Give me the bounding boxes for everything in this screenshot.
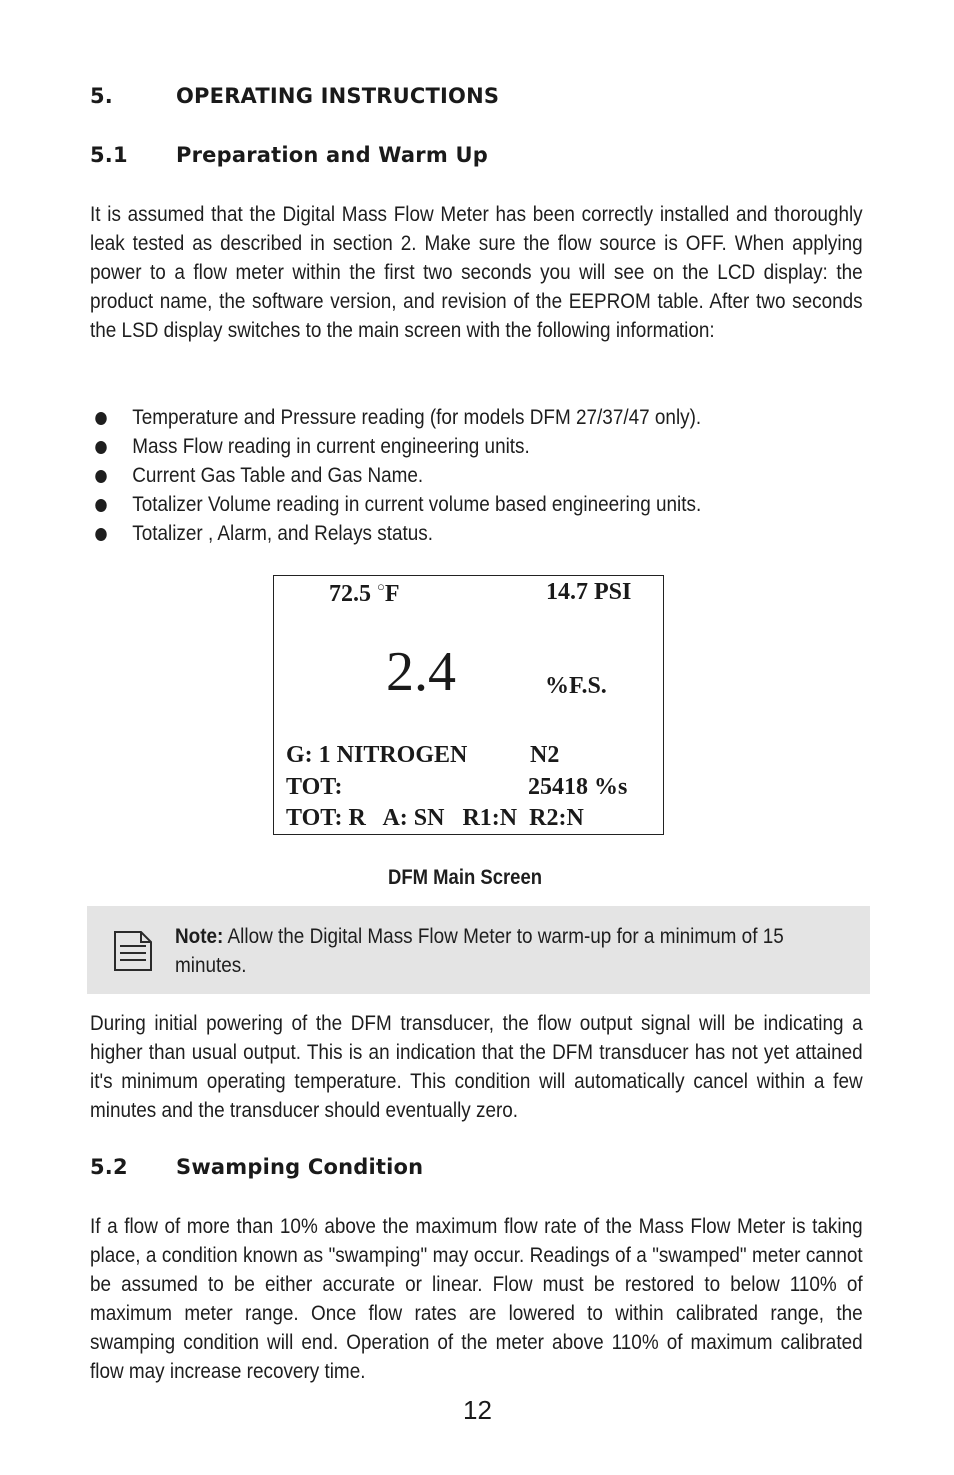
lcd-gas-line: G: 1 NITROGEN — [286, 742, 468, 768]
section-title: OPERATING INSTRUCTIONS — [176, 84, 500, 108]
swamping-paragraph: If a flow of more than 10% above the maximum flow rate of the Mass Flow Meter is taking place, a condition known as "swamping" may occur. Readings of a "swamped" meter cannot be assumed to be either accurate or linear. Flow must be restored to below 110% of maximum meter range. Once flow rates are lowered to within calibrated range, the swamping condition will end. Operation of the meter above 110% of maximum calibrated flow may increase recovery time. — [90, 1214, 863, 1383]
note-document-icon — [113, 930, 153, 972]
figure-caption: DFM Main Screen — [388, 866, 543, 889]
list-item: Current Gas Table and Gas Name. — [90, 461, 701, 490]
warmup-paragraph: During initial powering of the DFM transducer, the flow output signal will be indicating a higher than usual output. This is an indication that the DFM transducer has not yet attained it's minimum operating temperature. This condition will automatically cancel within a few minutes and the transducer should eventually zero. — [90, 1011, 863, 1122]
page-number: 12 — [463, 1395, 492, 1425]
section-heading-5-2 — [90, 1155, 423, 1179]
lcd-status-line: TOT: R A: SN R1:N R2:N — [286, 805, 584, 831]
lcd-flow-value: 2.4 — [386, 641, 456, 703]
section-heading-5 — [90, 84, 499, 108]
section-title: Swamping Condition — [176, 1155, 424, 1179]
lcd-gas-symbol: N2 — [530, 742, 560, 768]
section-number: 5. — [90, 84, 113, 108]
list-item: Totalizer Volume reading in current volume based engineering units. — [90, 490, 701, 519]
lcd-main-screen — [273, 575, 664, 835]
intro-paragraph: It is assumed that the Digital Mass Flow Meter has been correctly installed and thoroughly leak tested as described in section 2. Make sure the flow source is OFF. When applying power to a flow meter within the first two seconds you will see on the LCD display: the product name, the software version, and revision of the EEPROM table. After two seconds the LSD display switches to the main screen with the following information: — [90, 202, 863, 342]
lcd-flow-unit: %F.S. — [545, 673, 607, 699]
lcd-pressure: 14.7 PSI — [546, 579, 632, 605]
lcd-tot-value: 25418 %s — [528, 774, 628, 800]
bullet-icon — [95, 470, 106, 483]
section-number: 5.2 — [90, 1155, 128, 1179]
bullet-icon — [95, 441, 106, 454]
list-item: Temperature and Pressure reading (for models DFM 27/37/47 only). — [90, 403, 701, 432]
degree-icon: ○ — [377, 579, 385, 594]
section-title: Preparation and Warm Up — [176, 143, 488, 167]
section-heading-5-1 — [90, 143, 488, 167]
bullet-icon — [95, 499, 106, 512]
note-text: Note: Allow the Digital Mass Flow Meter to warm-up for a minimum of 15 minutes. — [175, 924, 784, 977]
lcd-tot-label: TOT: — [286, 774, 343, 800]
lcd-temperature: 72.5 ○F — [329, 579, 400, 607]
section-number: 5.1 — [90, 143, 128, 167]
info-bullet-list — [90, 403, 785, 548]
list-item: Mass Flow reading in current engineering units. — [90, 432, 701, 461]
note-label: Note: — [175, 924, 224, 948]
bullet-icon — [95, 412, 106, 425]
list-item: Totalizer , Alarm, and Relays status. — [90, 519, 701, 548]
bullet-icon — [95, 528, 106, 541]
note-box — [87, 906, 870, 994]
